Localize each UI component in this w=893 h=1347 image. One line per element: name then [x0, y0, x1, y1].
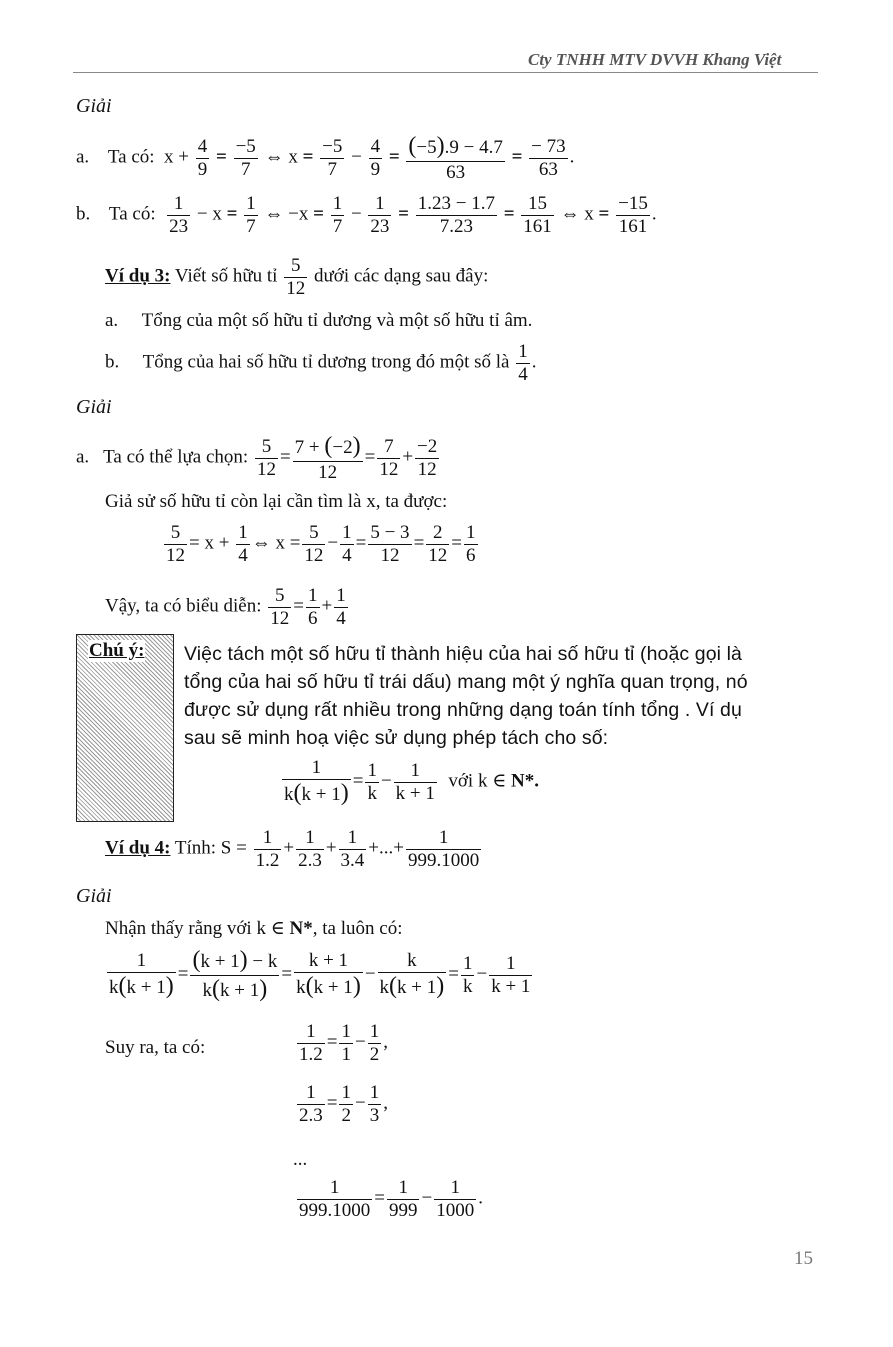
- example-3-a: [105, 310, 532, 332]
- ta-co-text: Ta có:: [107, 146, 155, 168]
- observe-line: [105, 917, 402, 940]
- header-rule: [73, 72, 818, 73]
- series-row-1: $\frac{1}{1.2}$ = $\frac{1}{1}$ − $\frac{1}{2}$ ,: [299, 1021, 388, 1065]
- note-line: Việc tách một số hữu tỉ thành hiệu của hai số hữu tỉ (hoặc gọi là: [184, 643, 742, 665]
- assume-text: Giả sử số hữu tỉ còn lại cần tìm là x, ta được:: [105, 491, 448, 512]
- choose-text: Ta có thể lựa chọn:: [103, 446, 249, 468]
- set-text: N*: [289, 918, 313, 939]
- solution-title: Giải: [76, 396, 112, 418]
- item-text: Tổng của hai số hữu tỉ dương trong đó một số là: [142, 351, 510, 373]
- item-text: Tổng của một số hữu tỉ dương và một số hữu tỉ âm.: [141, 310, 533, 331]
- item-label: a.: [105, 310, 119, 331]
- example-3-line: Ví dụ 3: Viết số hữu tỉ $\frac{5}{12}$ dưới các dạng sau đây:: [105, 255, 489, 299]
- example-4-label: Ví dụ 4:: [105, 837, 171, 859]
- solution-title: Giải: [76, 95, 112, 117]
- solution-b-line: b. Ta có: $\frac{1}{23}$ − x = $\frac{1}{7}$ ⇔ −x = $\frac{1}{7}$ − $\frac{1}{23}$ = $\frac{1.23 - 1.7}{7.23}$ = $\frac{15}{161}$ ⇔ x = $\frac{-15}{161}$ .: [76, 193, 657, 237]
- note-line: sau sẽ minh hoạ việc sử dụng phép tách cho số:: [184, 727, 609, 749]
- example-3-label: Ví dụ 3:: [105, 265, 171, 287]
- series-dots: ...: [293, 1149, 308, 1170]
- note-label: Chú ý:: [89, 640, 145, 661]
- example-3-text: Viết số hữu tỉ: [174, 265, 278, 287]
- item-label: b.: [76, 203, 91, 225]
- solution-3-equation: $\frac{5}{12}$ = x + $\frac{1}{4}$ ⇔ x = $\frac{5}{12}$ − $\frac{1}{4}$ = $\frac{5 - 3}{12}$ = $\frac{2}{12}$ = $\frac{1}{6}$: [166, 522, 476, 566]
- ta-co-text: Ta có:: [108, 203, 156, 225]
- solution-a-line: a. Ta có: x + $\frac{4}{9}$ = $\frac{-5}{7}$ ⇔ x = $\frac{-5}{7}$ − $\frac{4}{9}$ = $\frac{(-5).9 - 4.7}{63}$ = $\frac{- 73}{63}$ .: [76, 133, 575, 183]
- item-label: a.: [76, 146, 90, 168]
- with-text: với k ∈: [448, 770, 507, 792]
- represent-line: Vậy, ta có biểu diễn: $\frac{5}{12}$ = $\frac{1}{6}$ + $\frac{1}{4}$: [105, 585, 346, 629]
- note-line: tổng của hai số hữu tỉ trái dấu) mang một ý nghĩa quan trọng, nó: [184, 671, 748, 693]
- set-text: N*.: [511, 770, 539, 792]
- example-4-text: Tính: S =: [174, 837, 247, 859]
- series-row-last: $\frac{1}{999.1000}$ = $\frac{1}{999}$ − $\frac{1}{1000}$ .: [299, 1177, 483, 1221]
- note-hatched-box: [76, 634, 174, 822]
- example-3-b: b. Tổng của hai số hữu tỉ dương trong đó một số là $\frac{1}{4}$ .: [105, 341, 537, 385]
- publisher-header: Cty TNHH MTV DVVH Khang Việt: [528, 50, 782, 69]
- solution-title: Giải: [76, 885, 112, 907]
- observe-text: Nhận thấy rằng với k ∈: [105, 918, 285, 939]
- item-label: a.: [76, 446, 90, 468]
- note-line: được sử dụng rất nhiều trong những dạng toán tính tổng . Ví dụ: [184, 699, 742, 721]
- example-3-text-2: dưới các dạng sau đây:: [313, 265, 489, 287]
- page-number: 15: [794, 1248, 813, 1269]
- series-row-2: $\frac{1}{2.3}$ = $\frac{1}{2}$ − $\frac{1}{3}$ ,: [299, 1082, 388, 1126]
- solution-3-a-line: a. Ta có thể lựa chọn: $\frac{5}{12}$ = $\frac{7 + (-2)}{12}$ = $\frac{7}{12}$ + $\frac{-2}{12}$: [76, 433, 438, 483]
- identity-formula: $\frac{1}{k(k + 1)}$ = $\frac{(k + 1) - k}{k(k + 1)}$ = $\frac{k + 1}{k(k + 1)}$ − $\frac{k}{k(k + 1)}$ = $\frac{1}{k}$ − $\frac{1}{k + 1}$: [109, 947, 531, 1002]
- represent-text: Vậy, ta có biểu diễn:: [105, 595, 262, 617]
- observe-tail: , ta luôn có:: [312, 918, 403, 939]
- note-formula: $\frac{1}{k(k + 1)}$ = $\frac{1}{k}$ − $\frac{1}{k + 1}$ với k ∈ N*.: [284, 757, 539, 806]
- example-4-line: Ví dụ 4: Tính: S = $\frac{1}{1.2}$ + $\frac{1}{2.3}$ + $\frac{1}{3.4}$ +...+ $\frac{1}{999.1000}$: [105, 827, 480, 871]
- infer-text: Suy ra, ta có:: [105, 1037, 206, 1058]
- note-text: [184, 640, 804, 752]
- item-label: b.: [105, 351, 120, 373]
